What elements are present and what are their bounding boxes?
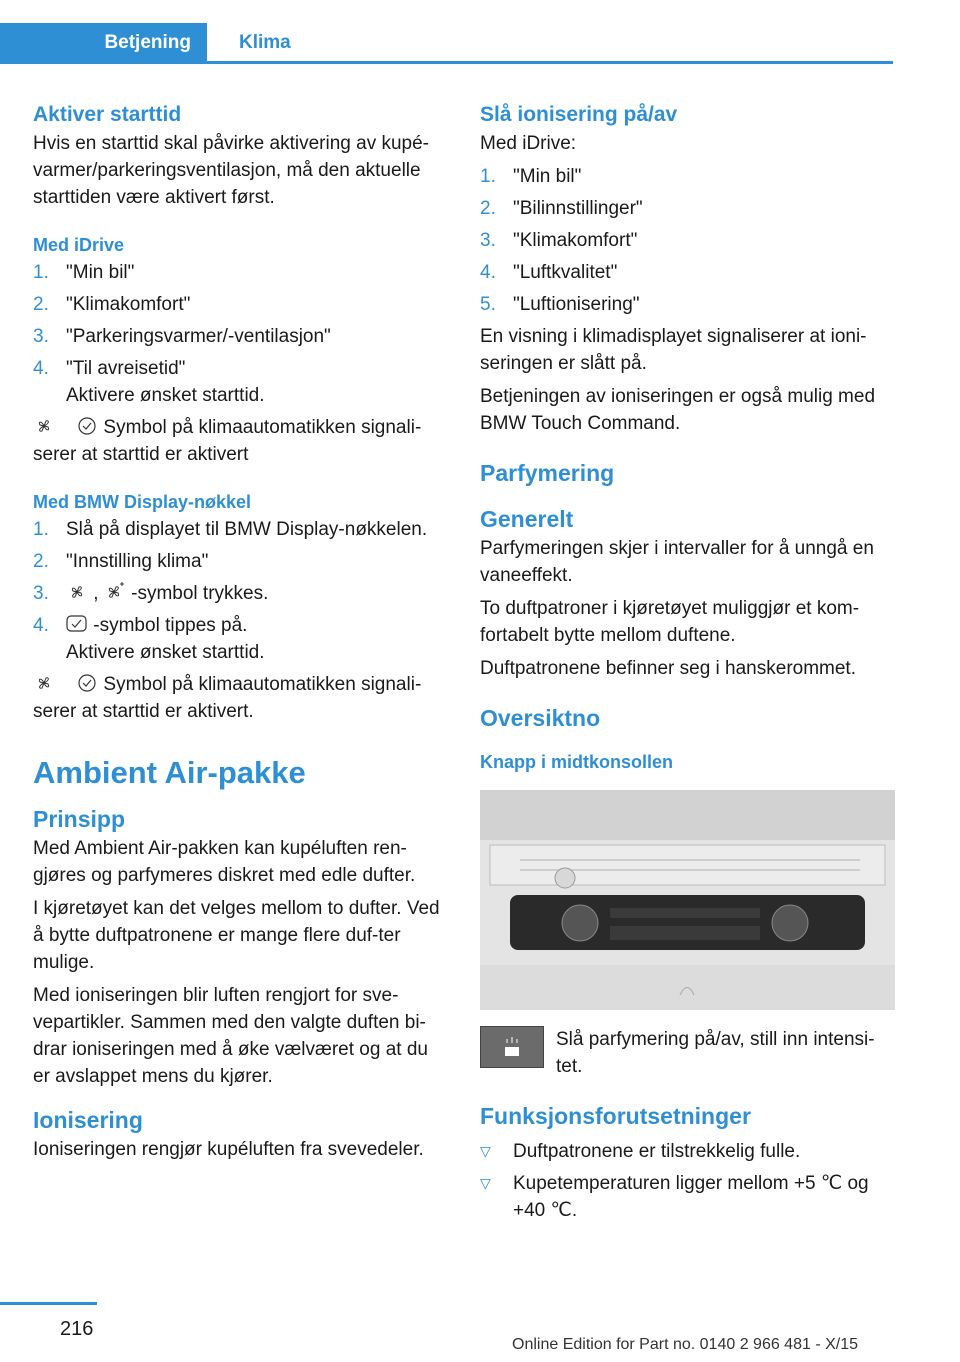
legend-text: Slå parfymering på/av, still inn intensi-tet. [556,1029,875,1077]
step-text: -symbol trykkes. [131,583,269,604]
step-text: "Bilinnstillinger" [513,198,643,219]
fan-icon [33,673,55,693]
list-item [33,291,448,318]
fragrance-button-icon [480,1026,544,1068]
left-column [33,100,448,1163]
triangle-bullet-icon: ▽ [480,1175,491,1191]
paragraph: Med Ambient Air-pakken kan kupéluften ren-gjøres og parfymeres diskret med edle dufter. [33,838,416,886]
step-text: "Min bil" [66,262,135,283]
paragraph: Betjeningen av ioniseringen er også mulig med BMW Touch Command. [480,386,876,434]
step-text: "Min bil" [513,166,582,187]
subsection-title-display-key: Med BMW Display-nøkkel [33,492,252,512]
step-text: "Luftkvalitet" [513,262,618,283]
list-item [480,227,895,254]
section-title-generelt: Generelt [480,506,574,532]
section-title-parfymering: Parfymering [480,460,615,486]
list-item [33,548,448,575]
symbol-note-text: Symbol på klimaautomatikken signali-serer at starttid er aktivert. [33,674,422,722]
paragraph: En visning i klimadisplayet signaliserer at ioni-seringen er slått på. [480,326,867,374]
list-item [33,259,448,286]
section-title-prinsipp: Prinsipp [33,806,126,832]
legend-row [480,1026,895,1080]
paragraph: I kjøretøyet kan det velges mellom to dufter. Ved å bytte duftpatronene er mange flere duf-ter mulige. [33,898,440,973]
tab-betjening[interactable]: Betjening [0,23,207,61]
comma: , [93,583,99,604]
clock-icon [76,416,98,436]
step-number: 4. [480,262,496,283]
page-number: 216 [60,1318,94,1340]
list-item [33,612,448,666]
step-number: 4. [33,615,49,636]
bullet-text: Kupetemperaturen ligger mellom +5 ℃ og +40 ℃. [513,1173,869,1221]
step-number: 2. [33,294,49,315]
section-title-ionisering-toggle: Slå ionisering på/av [480,103,678,126]
right-column [480,100,895,1229]
symbol-note [33,414,448,468]
paragraph: Duftpatronene befinner seg i hanskerommet. [480,658,856,679]
subsection-title-idrive: Med iDrive [33,235,125,255]
triangle-bullet-icon: ▽ [480,1143,491,1159]
footer-rule [0,1302,97,1305]
step-text: "Parkeringsvarmer/-ventilasjon" [66,326,331,347]
display-key-steps [33,516,448,666]
symbol-note-text: Symbol på klimaautomatikken signali-serer at starttid er aktivert [33,417,422,465]
list-item [33,355,448,409]
tab-klima[interactable]: Klima [239,32,291,53]
subsection-title-knapp: Knapp i midtkonsollen [480,752,674,772]
step-number: 2. [480,198,496,219]
list-item [480,195,895,222]
paragraph: Med ioniseringen blir luften rengjort for sve-vepartikler. Sammen med den valgte duften bi-drar ioniseringen med å øke vælværet og at du er avslappet mens du kjører. [33,985,428,1087]
step-number: 3. [33,583,49,604]
step-text: -symbol tippes på. [93,615,248,636]
section-title-aktiver-starttid: Aktiver starttid [33,103,182,126]
paragraph: Med iDrive: [480,133,577,154]
chapter-title: Ambient Air-pakke [33,755,306,790]
fan-auto-icon [104,582,126,602]
fan-icon [33,416,55,436]
center-console-photo [480,790,895,1010]
section-title-funksjonsforutsetninger: Funksjonsforutsetninger [480,1103,751,1129]
list-item [480,259,895,286]
section-title-oversikt: Oversiktno [480,705,601,731]
step-number: 1. [33,519,49,540]
step-text: "Innstilling klima" [66,551,209,572]
step-number: 3. [33,326,49,347]
bullet-text: Duftpatronene er tilstrekkelig fulle. [513,1141,801,1162]
section-title-ionisering: Ionisering [33,1107,143,1133]
list-item [480,1170,895,1224]
step-subtext: Aktivere ønsket starttid. [66,642,265,663]
step-number: 1. [33,262,49,283]
step-text: "Til avreisetid" [66,358,186,379]
step-text: "Klimakomfort" [66,294,191,315]
edition-text: Online Edition for Part no. 0140 2 966 481 - X/15 [512,1336,859,1353]
fan-icon [66,582,88,602]
step-text: Slå på displayet til BMW Display-nøkkelen. [66,519,428,540]
list-item [33,323,448,350]
requirements-list [480,1138,895,1224]
paragraph: Parfymeringen skjer i intervaller for å unngå en vaneeffekt. [480,538,874,586]
paragraph: Ioniseringen rengjør kupéluften fra svevedeler. [33,1139,424,1160]
step-text: "Luftionisering" [513,294,640,315]
list-item [33,516,448,543]
step-text: "Klimakomfort" [513,230,638,251]
checkmark-icon [66,614,88,634]
paragraph: To duftpatroner i kjøretøyet muliggjør et kom-fortabelt bytte mellom duftene. [480,598,860,646]
ionisering-steps [480,163,895,318]
list-item [480,163,895,190]
idrive-steps [33,259,448,409]
list-item [480,291,895,318]
list-item [480,1138,895,1165]
paragraph-aktiver-starttid: Hvis en starttid skal påvirke aktivering av kupé-varmer/parkeringsventilasjon, må den aktuelle starttiden være aktivert først. [33,133,429,208]
step-number: 4. [33,358,49,379]
step-number: 5. [480,294,496,315]
step-number: 1. [480,166,496,187]
step-subtext: Aktivere ønsket starttid. [66,385,265,406]
clock-icon [76,673,98,693]
list-item [33,580,448,607]
header-tabs [0,23,893,64]
step-number: 3. [480,230,496,251]
step-number: 2. [33,551,49,572]
symbol-note [33,671,448,725]
